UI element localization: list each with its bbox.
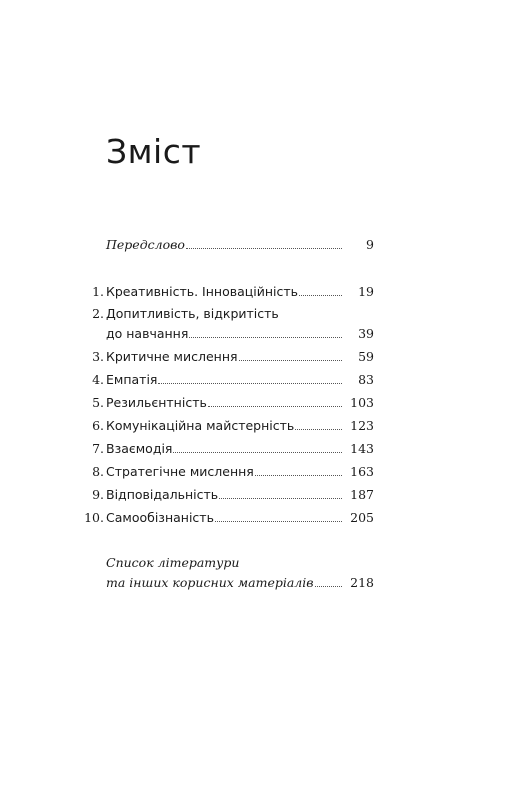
toc-entry-label: Емпатія (106, 372, 158, 387)
leader-dots (295, 428, 342, 430)
chapter-number: 4. (92, 372, 104, 387)
chapter-number: 9. (92, 487, 104, 502)
toc-page-number: 205 (350, 510, 374, 525)
toc-page-number: 103 (350, 395, 374, 410)
toc-page-number: 83 (358, 372, 374, 387)
toc-page-number: 19 (358, 284, 374, 299)
toc-page-number: 39 (358, 326, 374, 341)
toc-page-number: 123 (350, 418, 374, 433)
toc-entry-label: Самообізнаність (106, 510, 214, 525)
chapter-number: 7. (92, 441, 104, 456)
toc-entry-label: Допитливість, відкритість (106, 306, 279, 321)
toc-entry-label-continued: до навчання (106, 326, 189, 341)
toc-entry-label-continued: та інших корисних матеріалів (106, 575, 314, 590)
chapter-number: 5. (92, 395, 104, 410)
toc-entry-label: Креативність. Інноваційність (106, 284, 299, 299)
toc-entry-label: Резильєнтність (106, 395, 207, 410)
toc-page-number: 59 (358, 349, 374, 364)
leader-dots (158, 382, 342, 384)
chapter-number: 10. (84, 510, 104, 525)
leader-dots (239, 359, 342, 361)
toc-page-number: 218 (350, 575, 374, 590)
toc-page-number: 9 (366, 237, 374, 252)
toc-entry-label: Комунікаційна майстерність (106, 418, 295, 433)
page-title: Зміст (106, 132, 202, 171)
leader-dots (189, 336, 342, 338)
toc-entry-label: Список літератури (106, 555, 240, 570)
chapter-number: 2. (92, 306, 104, 321)
toc-page-number: 163 (350, 464, 374, 479)
leader-dots (186, 247, 342, 249)
leader-dots (173, 451, 342, 453)
toc-page-number: 187 (350, 487, 374, 502)
leader-dots (208, 405, 342, 407)
chapter-number: 8. (92, 464, 104, 479)
leader-dots (215, 520, 342, 522)
leader-dots (219, 497, 342, 499)
toc-entry-label: Взаємодія (106, 441, 173, 456)
toc-page-number: 143 (350, 441, 374, 456)
leader-dots (315, 585, 342, 587)
toc-entry-label: Відповідальність (106, 487, 219, 502)
toc-entry-label: Передслово (106, 237, 185, 252)
leader-dots (299, 294, 342, 296)
leader-dots (255, 474, 342, 476)
chapter-number: 1. (92, 284, 104, 299)
toc-entry-label: Стратегічне мислення (106, 464, 254, 479)
toc-entry-label: Критичне мислення (106, 349, 238, 364)
chapter-number: 3. (92, 349, 104, 364)
chapter-number: 6. (92, 418, 104, 433)
